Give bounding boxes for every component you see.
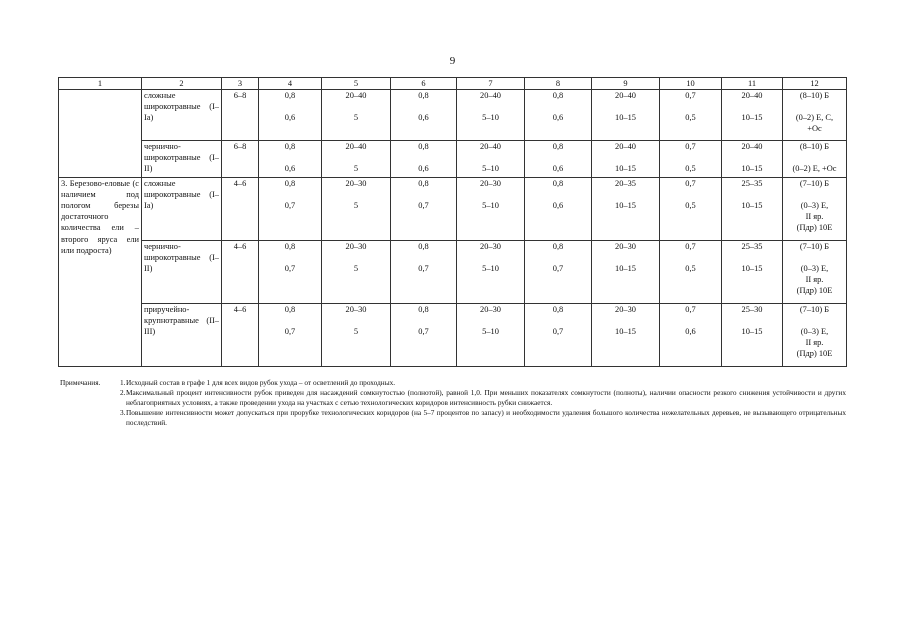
column-header: 1: [59, 78, 142, 90]
forest-care-table: [58, 77, 847, 367]
header-row: [59, 78, 847, 90]
table-cell: 0,8 0,6: [259, 90, 322, 141]
note-number: 3.: [120, 408, 126, 418]
table-cell: 0,7 0,6: [660, 304, 722, 367]
column-header: 10: [660, 78, 722, 90]
table-cell: 0,7 0,5: [660, 241, 722, 304]
table-cell: 20–40 5–10: [457, 141, 525, 178]
note-item: [60, 388, 846, 408]
table-cell: 0,7 0,5: [660, 178, 722, 241]
table-cell: 0,8 0,7: [391, 178, 457, 241]
table-cell: 25–35 10–15: [722, 178, 783, 241]
table-row: [59, 241, 847, 304]
table-row: [59, 304, 847, 367]
table-cell: 0,8 0,6: [525, 90, 592, 141]
column-header: 7: [457, 78, 525, 90]
column-header: 3: [222, 78, 259, 90]
table-cell: 25–35 10–15: [722, 241, 783, 304]
table-row: [59, 178, 847, 241]
column-header: 8: [525, 78, 592, 90]
table-cell: 20–30 5: [322, 304, 391, 367]
note-text: Повышение интенсивности может допускаться при прорубке технологических коридоров (на 5–7 процентов по запасу) и необходимости удаления большого количества нежелательных деревьев, не вызывающего отрицательных последствий.: [126, 408, 846, 428]
table-cell: 0,7 0,5: [660, 141, 722, 178]
table-cell: 20–30 10–15: [592, 304, 660, 367]
table-cell: 20–30 5–10: [457, 241, 525, 304]
table-cell: 4–6: [222, 178, 259, 241]
notes-heading: Примечания.: [60, 378, 101, 387]
table-cell: 20–40 5: [322, 90, 391, 141]
table-cell: 20–40 5–10: [457, 90, 525, 141]
page-number: 9: [449, 55, 456, 67]
note-text: Исходный состав в графе 1 для всех видов рубок ухода – от осветлений до проходных.: [126, 378, 396, 387]
table-cell: 0,8 0,7: [259, 304, 322, 367]
note-number: 2.: [120, 388, 126, 398]
site-type-cell: сложные широкотравные (I–Ia): [142, 90, 222, 141]
column-header: 4: [259, 78, 322, 90]
site-type-cell: чернично-широкотравные (I–II): [142, 241, 222, 304]
table-row: [59, 90, 847, 141]
column-header: 9: [592, 78, 660, 90]
table-cell: 25–30 10–15: [722, 304, 783, 367]
site-type-cell: чернично-широкотравные (I–II): [142, 141, 222, 178]
table-cell: 20–40 10–15: [592, 90, 660, 141]
column-header: 6: [391, 78, 457, 90]
table-row: [59, 141, 847, 178]
table-cell: 20–40 5: [322, 141, 391, 178]
note-number: 1.: [120, 378, 126, 387]
forest-type-cell: 3. Березово-еловые (с наличием под пологом березы достаточного количества ели – второго яруса ели или подроста): [59, 178, 142, 367]
table-cell: 0,8 0,7: [391, 304, 457, 367]
table-cell: 20–40 10–15: [722, 90, 783, 141]
table-cell: 0,8 0,7: [391, 241, 457, 304]
table-cell: 20–40 10–15: [592, 141, 660, 178]
table-cell: 20–30 5–10: [457, 304, 525, 367]
column-header: 5: [322, 78, 391, 90]
column-header: 12: [783, 78, 847, 90]
table-cell: 0,8 0,7: [259, 178, 322, 241]
column-header: 11: [722, 78, 783, 90]
species-composition-cell: (7–10) Б (0–3) Е, II яр. (Пдр) 10Е: [783, 241, 847, 304]
table-cell: 20–30 5: [322, 241, 391, 304]
table-cell: 0,8 0,6: [525, 178, 592, 241]
table-cell: 20–40 10–15: [722, 141, 783, 178]
note-text: Максимальный процент интенсивности рубок приведен для насаждений сомкнутостью (полнотой), равной 1,0. При меньших показателях сомкнутости (полноты), наличии опасности резкого снижения устойчивости и других неблагоприятных условиях, а также проведении ухода на участках с сетью технологических коридоров интенсивность рубки снижается.: [126, 388, 846, 408]
species-composition-cell: (7–10) Б (0–3) Е, II яр. (Пдр) 10Е: [783, 178, 847, 241]
species-composition-cell: (8–10) Б (0–2) Е, +Ос: [783, 141, 847, 178]
site-type-cell: сложные широкотравные (I–Ia): [142, 178, 222, 241]
note-item: [60, 378, 846, 388]
table-cell: 4–6: [222, 304, 259, 367]
site-type-cell: приручейно-крупнотравные (II–III): [142, 304, 222, 367]
table-cell: 0,7 0,5: [660, 90, 722, 141]
species-composition-cell: (7–10) Б (0–3) Е, II яр. (Пдр) 10Е: [783, 304, 847, 367]
note-item: [60, 408, 846, 428]
table-cell: 20–30 5–10: [457, 178, 525, 241]
table-cell: 20–35 10–15: [592, 178, 660, 241]
species-composition-cell: (8–10) Б (0–2) Е, С, +Ос: [783, 90, 847, 141]
table-cell: 20–30 5: [322, 178, 391, 241]
table-cell: 0,8 0,6: [391, 141, 457, 178]
column-header: 2: [142, 78, 222, 90]
table-cell: 0,8 0,7: [525, 241, 592, 304]
forest-type-cell: [59, 90, 142, 178]
table-cell: 0,8 0,7: [525, 304, 592, 367]
table-cell: 0,8 0,7: [259, 241, 322, 304]
table-cell: 0,8 0,6: [525, 141, 592, 178]
table-cell: 0,8 0,6: [391, 90, 457, 141]
table-cell: 20–30 10–15: [592, 241, 660, 304]
table-cell: 4–6: [222, 241, 259, 304]
table-cell: 6–8: [222, 141, 259, 178]
table-cell: 6–8: [222, 90, 259, 141]
notes-section: [60, 378, 846, 428]
table-cell: 0,8 0,6: [259, 141, 322, 178]
